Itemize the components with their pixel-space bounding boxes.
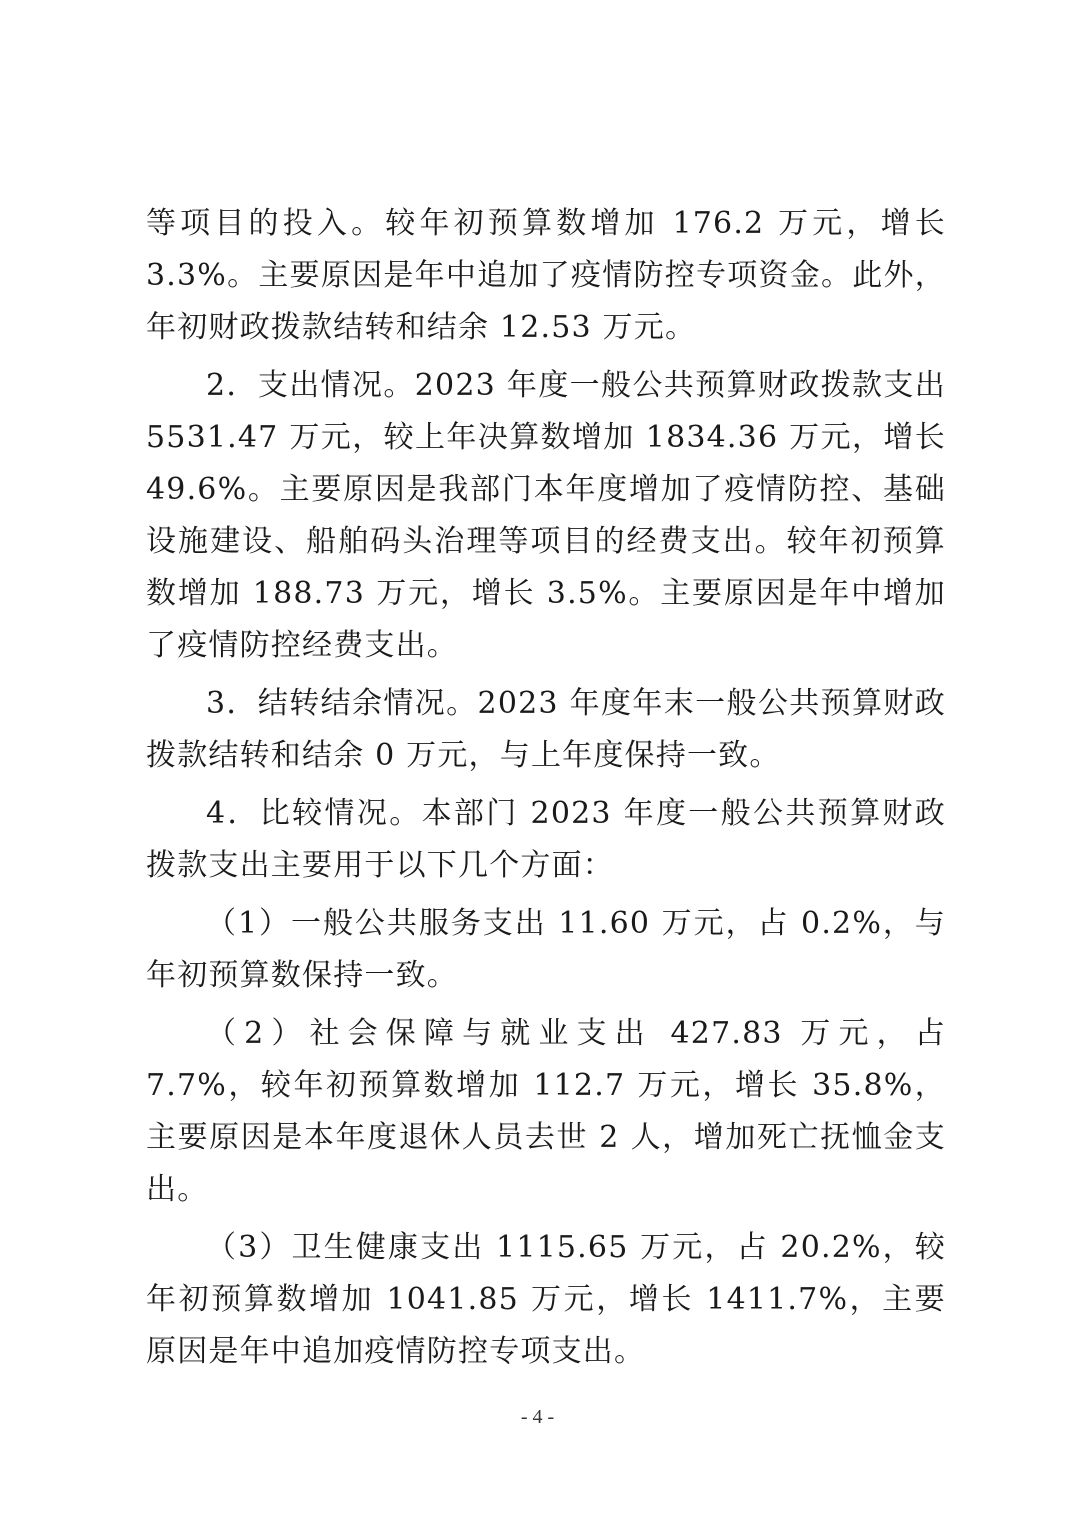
paragraph-4: 4．比较情况。本部门 2023 年度一般公共预算财政拨款支出主要用于以下几个方面： [146,796,946,883]
paragraph-5: （1）一般公共服务支出 11.60 万元，占 0.2%，与年初预算数保持一致。 [146,906,946,993]
paragraph-3: 3．结转结余情况。2023 年度年末一般公共预算财政拨款结转和结余 0 万元，与上年度保持一致。 [146,686,946,773]
paragraph-1: 等项目的投入。较年初预算数增加 176.2 万元，增长 3.3%。主要原因是年中追加了疫情防控专项资金。此外，年初财政拨款结转和结余 12.53 万元。 [146,206,946,345]
document-body [146,198,946,1384]
paragraph-6: （2）社会保障与就业支出 427.83 万元，占 7.7%，较年初预算数增加 112.7 万元，增长 35.8%，主要原因是本年度退休人员去世 2 人，增加死亡抚恤金支出。 [146,1016,946,1207]
page-number: - 4 - [520,1406,555,1428]
paragraph-2: 2．支出情况。2023 年度一般公共预算财政拨款支出 5531.47 万元，较上年决算数增加 1834.36 万元，增长 49.6%。主要原因是我部门本年度增加了疫情防控、基础设施建设、船舶码头治理等项目的经费支出。较年初预算数增加 188.73 万元，增长 3.5%。主要原因是年中增加了疫情防控经费支出。 [146,368,946,663]
paragraph-7: （3）卫生健康支出 1115.65 万元，占 20.2%，较年初预算数增加 1041.85 万元，增长 1411.7%，主要原因是年中追加疫情防控专项支出。 [146,1230,946,1369]
